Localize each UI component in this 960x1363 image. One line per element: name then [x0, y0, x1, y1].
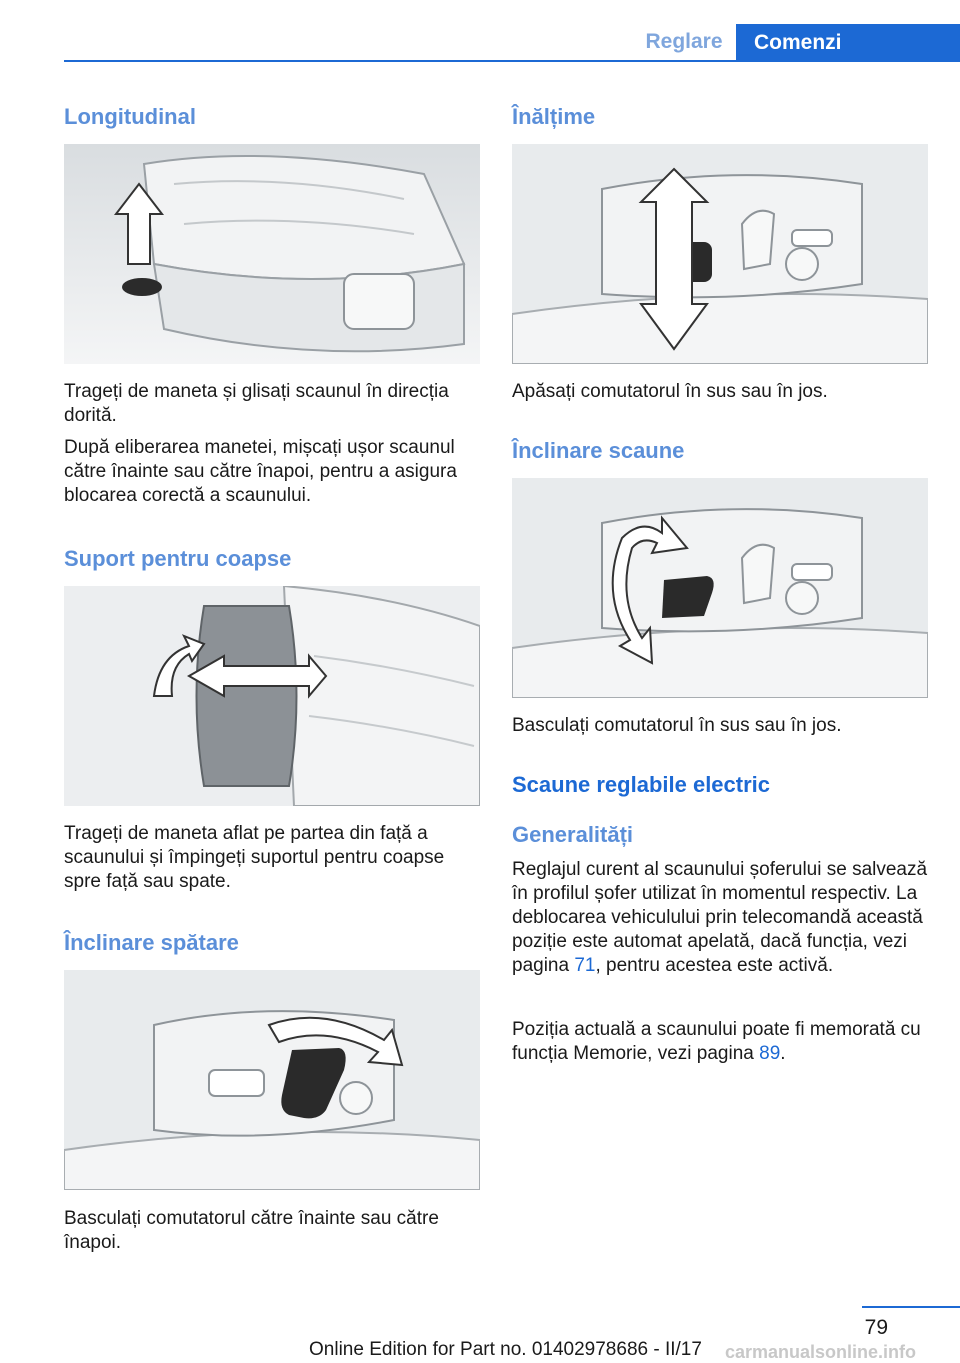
illustration-thigh-support [64, 586, 480, 806]
text-generalitati-2 [512, 1018, 928, 1066]
text-generalitati-1b: , pentru acestea este activă. [595, 955, 834, 976]
illustration-height-switch [512, 144, 928, 364]
heading-inclinare-scaune: Înclinare scaune [512, 438, 685, 463]
heading-longitudinal: Longitudinal [64, 104, 196, 129]
footer-rule [862, 1306, 960, 1308]
tab-reglare[interactable]: Reglare [645, 30, 723, 53]
text-generalitati-2b: . [780, 1043, 786, 1064]
text-generalitati-1a: Reglajul curent al scaunului șoferului se salvează în profilul șofer utilizat în momentul respectiv. La deblocarea vehiculului prin telecomandă această poziție este automat apelată, dacă funcția, vezi pagina [512, 859, 928, 976]
edition-note: Online Edition for Part no. 01402978686 - II/17 [309, 1339, 702, 1360]
text-inclinare: Basculați comutatorul în sus sau în jos. [512, 715, 842, 736]
text-spatar: Basculați comutatorul către înainte sau către înapoi. [64, 1208, 439, 1253]
heading-scaune-electric: Scaune reglabile electric [512, 772, 771, 797]
page-number: 79 [864, 1316, 888, 1339]
illustration-seat-tilt-switch [512, 478, 928, 698]
text-generalitati-1 [512, 858, 928, 978]
link-page-71[interactable]: 71 [574, 955, 596, 976]
heading-generalitati: Generalități [512, 822, 634, 847]
text-generalitati-2a: Poziția actuală a scaunului poate fi memorată cu funcția Memorie, vezi pagina [512, 1019, 921, 1064]
text-longitudinal-1: Trageți de maneta și glisați scaunul în direcția dorită. [64, 381, 449, 426]
text-inaltime: Apăsați comutatorul în sus sau în jos. [512, 381, 828, 402]
watermark: carmanualsonline.info [725, 1342, 917, 1362]
heading-inclinare-spatar: Înclinare spătare [64, 930, 239, 955]
tab-comenzi[interactable]: Comenzi [736, 24, 960, 62]
illustration-seat-longitudinal [64, 144, 480, 364]
text-coapse: Trageți de maneta aflat pe partea din față a scaunului și împingeți suportul pentru coapse spre față sau spate. [64, 823, 445, 892]
heading-inaltime: Înălțime [512, 104, 596, 129]
header-rule [64, 60, 960, 62]
illustration-backrest-switch [64, 970, 480, 1190]
link-page-89[interactable]: 89 [759, 1043, 781, 1064]
heading-suport-coapse: Suport pentru coapse [64, 546, 292, 571]
text-longitudinal-2: După eliberarea manetei, mișcați ușor scaunul către înainte sau către înapoi, pentru a asigura blocarea corectă a scaunului. [64, 437, 457, 506]
